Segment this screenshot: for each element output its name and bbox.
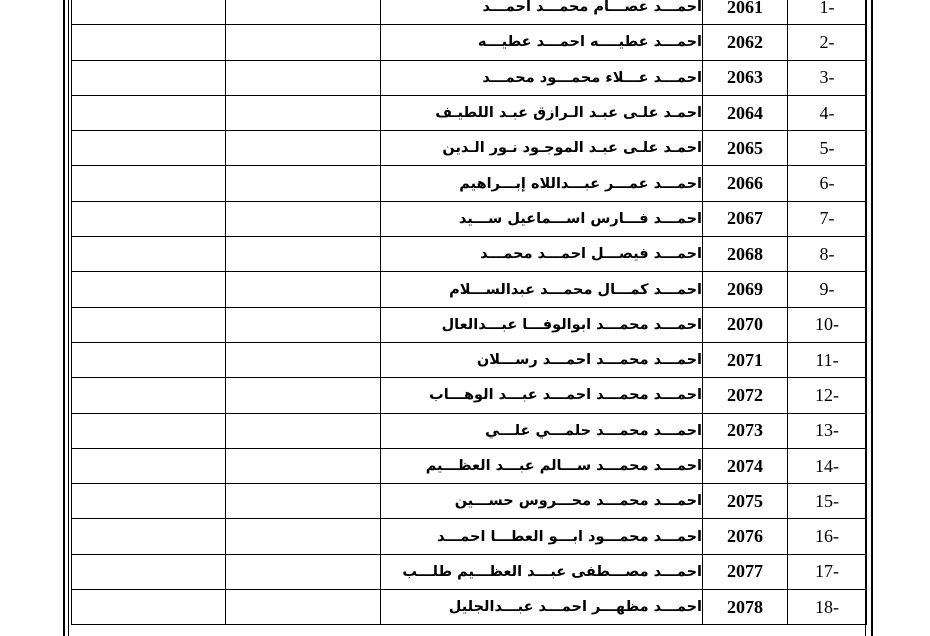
seat-number: 2069 [703,272,788,307]
student-roster-table [71,0,867,625]
blank-cell [226,519,381,554]
blank-cell [226,166,381,201]
seat-number: 2071 [703,342,788,377]
row-index: -4 [788,95,867,130]
seat-number: 2066 [703,166,788,201]
table-row [72,0,867,25]
seat-number: 2068 [703,237,788,272]
blank-cell [226,378,381,413]
student-name: احمـــد مظهـــر احمـــد عبـــدالجليل [381,590,703,625]
blank-cell [72,272,226,307]
table-row [72,95,867,130]
student-name: احمـــد فـــارس اســـماعيل ســـيد [381,201,703,236]
seat-number: 2072 [703,378,788,413]
student-name: احمـــد فيصـــل احمـــد محمـــد [381,237,703,272]
table-row [72,201,867,236]
row-index: -15 [788,484,867,519]
row-index: -12 [788,378,867,413]
student-name: احمـــد كمـــال محمـــد عبدالســـلام [381,272,703,307]
row-index: -14 [788,448,867,483]
blank-cell [72,342,226,377]
blank-cell [226,25,381,60]
blank-cell [72,378,226,413]
table-row [72,554,867,589]
blank-cell [72,0,226,25]
seat-number: 2064 [703,95,788,130]
table-row [72,519,867,554]
row-index: -7 [788,201,867,236]
student-name: احمـــد عصـــام محمـــد احمـــد [381,0,703,25]
table-row [72,131,867,166]
student-name: احمـــد محمـــد احمـــد عبـــد الوهـــاب [381,378,703,413]
blank-cell [226,237,381,272]
student-name: احمـــد عـــلاء محمـــود محمـــد [381,60,703,95]
seat-number: 2067 [703,201,788,236]
blank-cell [226,307,381,342]
seat-number: 2077 [703,554,788,589]
student-name: احمـد علـى عبـد الموجـود نـور الـدين [381,131,703,166]
student-name: احمـــد محمـــود ابـــو العطـــا احمـــد [381,519,703,554]
blank-cell [72,237,226,272]
row-index: -10 [788,307,867,342]
blank-cell [72,131,226,166]
seat-number: 2074 [703,448,788,483]
student-name: احمـــد محمـــد ســـالم عبـــد العظـــيم [381,448,703,483]
student-name: احمـــد مصـــطفى عبـــد العظـــيم طلـــب [381,554,703,589]
table-row [72,413,867,448]
seat-number: 2073 [703,413,788,448]
blank-cell [72,201,226,236]
student-name: احمـــد محمـــد احمـــد رســـلان [381,342,703,377]
blank-cell [226,201,381,236]
blank-cell [226,554,381,589]
blank-cell [226,448,381,483]
blank-cell [72,60,226,95]
row-index: -3 [788,60,867,95]
table-row [72,484,867,519]
row-index: -17 [788,554,867,589]
row-index: -1 [788,0,867,25]
blank-cell [226,60,381,95]
blank-cell [72,166,226,201]
blank-cell [72,307,226,342]
row-index: -8 [788,237,867,272]
student-name: احمـد علـى عبـد الـرازق عبـد اللطيـف [381,95,703,130]
table-row [72,60,867,95]
seat-number: 2070 [703,307,788,342]
blank-cell [72,413,226,448]
student-name: احمـــد محمـــد محـــروس حســـين [381,484,703,519]
table-row [72,25,867,60]
blank-cell [72,554,226,589]
table-row [72,272,867,307]
student-name: احمـــد محمـــد ابوالوفـــا عبـــدالعال [381,307,703,342]
table-row [72,342,867,377]
blank-cell [226,131,381,166]
blank-cell [226,0,381,25]
blank-cell [226,484,381,519]
table-row [72,307,867,342]
row-index: -11 [788,342,867,377]
row-index: -9 [788,272,867,307]
seat-number: 2075 [703,484,788,519]
blank-cell [72,519,226,554]
row-index: -13 [788,413,867,448]
blank-cell [226,342,381,377]
seat-number: 2061 [703,0,788,25]
blank-cell [72,448,226,483]
blank-cell [72,484,226,519]
seat-number: 2063 [703,60,788,95]
row-index: -6 [788,166,867,201]
blank-cell [226,413,381,448]
table-row [72,237,867,272]
row-index: -18 [788,590,867,625]
seat-number: 2062 [703,25,788,60]
row-index: -16 [788,519,867,554]
row-index: -5 [788,131,867,166]
blank-cell [226,95,381,130]
student-name: احمـــد عطيــــه احمـــد عطيـــه [381,25,703,60]
table-row [72,166,867,201]
seat-number: 2065 [703,131,788,166]
seat-number: 2078 [703,590,788,625]
student-name: احمـــد عمـــر عبـــداللاه إبـــراهيم [381,166,703,201]
table-row [72,448,867,483]
blank-cell [72,95,226,130]
student-name: احمـــد محمـــد حلمـــي علـــي [381,413,703,448]
blank-cell [72,25,226,60]
blank-cell [226,272,381,307]
row-index: -2 [788,25,867,60]
table-row [72,378,867,413]
seat-number: 2076 [703,519,788,554]
